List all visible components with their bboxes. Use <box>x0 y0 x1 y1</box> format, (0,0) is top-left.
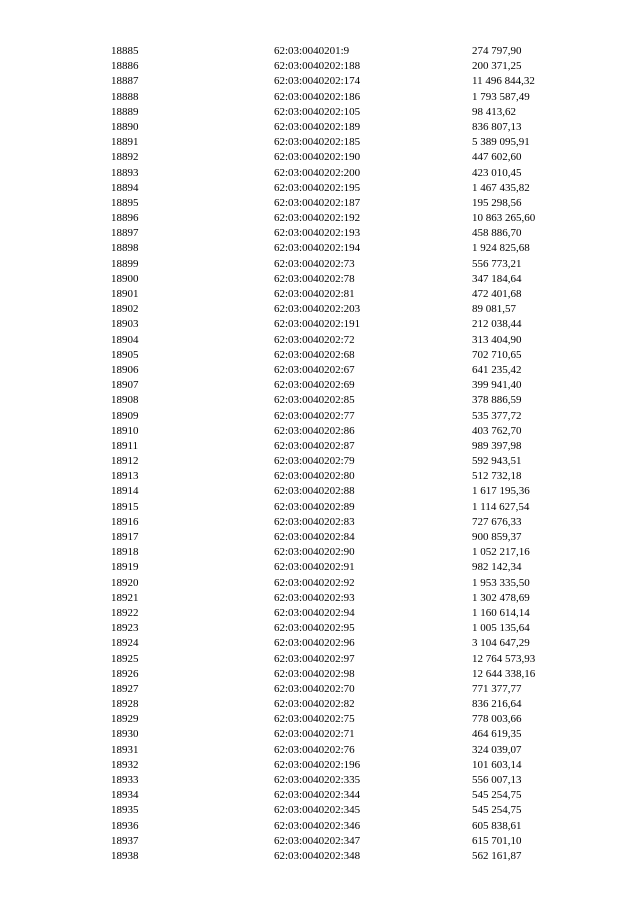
row-number-cell: 18936 <box>111 819 139 832</box>
row-number-cell: 18934 <box>111 789 139 802</box>
cadastral-number-cell: 62:03:0040202:70 <box>274 682 355 695</box>
value-cell: 1 052 217,16 <box>472 546 530 559</box>
value-cell: 1 953 335,50 <box>472 576 530 589</box>
cadastral-number-cell: 62:03:0040202:97 <box>274 652 355 665</box>
cadastral-number-cell: 62:03:0040202:92 <box>274 576 355 589</box>
row-number-cell: 18917 <box>111 531 139 543</box>
cadastral-number-cell: 62:03:0040202:95 <box>274 622 355 635</box>
table-row <box>111 515 581 530</box>
table-row <box>111 819 581 834</box>
table-row <box>111 257 581 272</box>
value-cell: 1 302 478,69 <box>472 591 530 604</box>
value-cell: 403 762,70 <box>472 424 522 437</box>
value-cell: 989 397,98 <box>472 439 522 452</box>
value-cell: 472 401,68 <box>472 288 522 300</box>
cadastral-number-cell: 62:03:0040202:345 <box>274 804 361 817</box>
table-row <box>111 302 581 317</box>
value-cell: 836 216,64 <box>472 698 522 711</box>
table-row <box>111 743 581 758</box>
cadastral-number-cell: 62:03:0040201:9 <box>274 45 350 57</box>
row-number-cell: 18935 <box>111 804 139 817</box>
cadastral-number-cell: 62:03:0040202:194 <box>274 242 361 255</box>
cadastral-number-cell: 62:03:0040202:76 <box>274 743 355 756</box>
row-number-cell: 18897 <box>111 227 139 240</box>
cadastral-number-cell: 62:03:0040202:187 <box>274 196 361 209</box>
cadastral-number-cell: 62:03:0040202:188 <box>274 60 361 73</box>
cadastral-number-cell: 62:03:0040202:79 <box>274 455 355 468</box>
row-number-cell: 18938 <box>111 849 139 862</box>
row-number-cell: 18903 <box>111 318 139 331</box>
table-row <box>111 393 581 408</box>
cadastral-number-cell: 62:03:0040202:82 <box>274 698 355 711</box>
cadastral-number-cell: 62:03:0040202:193 <box>274 227 361 240</box>
table-row <box>111 272 581 287</box>
value-cell: 605 838,61 <box>472 819 522 832</box>
row-number-cell: 18916 <box>111 515 139 528</box>
row-number-cell: 18929 <box>111 713 139 726</box>
value-cell: 1 160 614,14 <box>472 606 530 619</box>
table-row <box>111 241 581 256</box>
table-row <box>111 90 581 105</box>
value-cell: 535 377,72 <box>472 409 522 422</box>
cadastral-number-cell: 62:03:0040202:348 <box>274 849 361 862</box>
cadastral-number-cell: 62:03:0040202:72 <box>274 333 355 346</box>
cadastral-number-cell: 62:03:0040202:71 <box>274 728 355 741</box>
cadastral-number-cell: 62:03:0040202:195 <box>274 181 361 194</box>
table-row <box>111 484 581 499</box>
cadastral-number-cell: 62:03:0040202:89 <box>274 500 355 513</box>
table-row <box>111 469 581 484</box>
table-row <box>111 363 581 378</box>
cadastral-number-cell: 62:03:0040202:191 <box>274 318 361 331</box>
cadastral-number-cell: 62:03:0040202:75 <box>274 713 355 726</box>
row-number-cell: 18922 <box>111 606 139 619</box>
table-row <box>111 378 581 393</box>
row-number-cell: 18895 <box>111 196 139 209</box>
cadastral-number-cell: 62:03:0040202:335 <box>274 774 361 786</box>
row-number-cell: 18933 <box>111 774 139 786</box>
value-cell: 727 676,33 <box>472 515 522 528</box>
cadastral-number-cell: 62:03:0040202:98 <box>274 667 355 680</box>
cadastral-number-cell: 62:03:0040202:84 <box>274 531 355 543</box>
table-row <box>111 317 581 332</box>
cadastral-number-cell: 62:03:0040202:86 <box>274 424 355 437</box>
cadastral-number-cell: 62:03:0040202:344 <box>274 789 361 802</box>
value-cell: 615 701,10 <box>472 834 522 847</box>
row-number-cell: 18891 <box>111 136 139 149</box>
cadastral-number-cell: 62:03:0040202:185 <box>274 136 361 149</box>
cadastral-number-cell: 62:03:0040202:67 <box>274 363 355 376</box>
table-row <box>111 211 581 226</box>
table-row <box>111 287 581 302</box>
row-number-cell: 18915 <box>111 500 139 513</box>
cadastral-number-cell: 62:03:0040202:69 <box>274 379 355 392</box>
table-row <box>111 576 581 591</box>
value-cell: 98 413,62 <box>472 105 516 118</box>
value-cell: 101 603,14 <box>472 758 522 771</box>
value-cell: 212 038,44 <box>472 318 522 331</box>
value-cell: 200 371,25 <box>472 60 522 73</box>
table-row <box>111 606 581 621</box>
row-number-cell: 18909 <box>111 409 139 422</box>
row-number-cell: 18901 <box>111 288 139 300</box>
data-table <box>111 44 581 864</box>
row-number-cell: 18911 <box>111 439 139 452</box>
cadastral-number-cell: 62:03:0040202:96 <box>274 637 355 650</box>
row-number-cell: 18887 <box>111 75 139 88</box>
row-number-cell: 18900 <box>111 272 139 285</box>
row-number-cell: 18924 <box>111 637 139 650</box>
table-row <box>111 591 581 606</box>
table-row <box>111 834 581 849</box>
value-cell: 982 142,34 <box>472 561 522 574</box>
row-number-cell: 18896 <box>111 212 139 225</box>
value-cell: 89 081,57 <box>472 303 516 316</box>
row-number-cell: 18894 <box>111 181 139 194</box>
cadastral-number-cell: 62:03:0040202:83 <box>274 515 355 528</box>
cadastral-number-cell: 62:03:0040202:78 <box>274 272 355 285</box>
value-cell: 702 710,65 <box>472 348 522 361</box>
cadastral-number-cell: 62:03:0040202:174 <box>274 75 361 88</box>
row-number-cell: 18906 <box>111 363 139 376</box>
row-number-cell: 18888 <box>111 90 139 103</box>
cadastral-number-cell: 62:03:0040202:196 <box>274 758 361 771</box>
table-row <box>111 636 581 651</box>
table-row <box>111 682 581 697</box>
row-number-cell: 18905 <box>111 348 139 361</box>
value-cell: 545 254,75 <box>472 789 522 802</box>
cadastral-number-cell: 62:03:0040202:186 <box>274 90 361 103</box>
row-number-cell: 18921 <box>111 591 139 604</box>
value-cell: 1 114 627,54 <box>472 500 530 513</box>
row-number-cell: 18908 <box>111 394 139 407</box>
row-number-cell: 18912 <box>111 455 139 468</box>
cadastral-number-cell: 62:03:0040202:190 <box>274 151 361 164</box>
cadastral-number-cell: 62:03:0040202:68 <box>274 348 355 361</box>
table-row <box>111 439 581 454</box>
table-row <box>111 849 581 864</box>
table-row <box>111 135 581 150</box>
table-row <box>111 560 581 575</box>
cadastral-number-cell: 62:03:0040202:346 <box>274 819 361 832</box>
table-row <box>111 621 581 636</box>
value-cell: 1 467 435,82 <box>472 181 530 194</box>
value-cell: 313 404,90 <box>472 333 522 346</box>
table-row <box>111 454 581 469</box>
row-number-cell: 18885 <box>111 45 139 57</box>
table-row <box>111 196 581 211</box>
value-cell: 1 793 587,49 <box>472 90 530 103</box>
value-cell: 11 496 844,32 <box>472 75 535 88</box>
table-row <box>111 59 581 74</box>
value-cell: 3 104 647,29 <box>472 637 530 650</box>
table-row <box>111 409 581 424</box>
row-number-cell: 18937 <box>111 834 139 847</box>
row-number-cell: 18913 <box>111 470 139 483</box>
table-row <box>111 788 581 803</box>
row-number-cell: 18918 <box>111 546 139 559</box>
table-row <box>111 500 581 515</box>
value-cell: 12 644 338,16 <box>472 667 536 680</box>
row-number-cell: 18931 <box>111 743 139 756</box>
row-number-cell: 18892 <box>111 151 139 164</box>
value-cell: 641 235,42 <box>472 363 522 376</box>
table-row <box>111 803 581 818</box>
value-cell: 324 039,07 <box>472 743 522 756</box>
cadastral-number-cell: 62:03:0040202:105 <box>274 105 361 118</box>
value-cell: 399 941,40 <box>472 379 522 392</box>
table-row <box>111 166 581 181</box>
row-number-cell: 18920 <box>111 576 139 589</box>
cadastral-number-cell: 62:03:0040202:90 <box>274 546 355 559</box>
value-cell: 771 377,77 <box>472 682 522 695</box>
value-cell: 195 298,56 <box>472 196 522 209</box>
cadastral-number-cell: 62:03:0040202:73 <box>274 257 355 270</box>
cadastral-number-cell: 62:03:0040202:91 <box>274 561 355 574</box>
row-number-cell: 18886 <box>111 60 139 73</box>
cadastral-number-cell: 62:03:0040202:77 <box>274 409 355 422</box>
table-row <box>111 44 581 59</box>
table-row <box>111 712 581 727</box>
value-cell: 10 863 265,60 <box>472 212 536 225</box>
row-number-cell: 18904 <box>111 333 139 346</box>
cadastral-number-cell: 62:03:0040202:94 <box>274 606 355 619</box>
value-cell: 556 773,21 <box>472 257 522 270</box>
table-row <box>111 105 581 120</box>
value-cell: 447 602,60 <box>472 151 522 164</box>
table-row <box>111 74 581 89</box>
table-row <box>111 758 581 773</box>
value-cell: 900 859,37 <box>472 531 522 543</box>
value-cell: 592 943,51 <box>472 455 522 468</box>
cadastral-number-cell: 62:03:0040202:192 <box>274 212 361 225</box>
cadastral-number-cell: 62:03:0040202:203 <box>274 303 361 316</box>
row-number-cell: 18902 <box>111 303 139 316</box>
row-number-cell: 18889 <box>111 105 139 118</box>
table-row <box>111 424 581 439</box>
value-cell: 1 617 195,36 <box>472 485 530 498</box>
cadastral-number-cell: 62:03:0040202:189 <box>274 120 361 133</box>
value-cell: 836 807,13 <box>472 120 522 133</box>
row-number-cell: 18899 <box>111 257 139 270</box>
row-number-cell: 18925 <box>111 652 139 665</box>
row-number-cell: 18927 <box>111 682 139 695</box>
row-number-cell: 18914 <box>111 485 139 498</box>
cadastral-number-cell: 62:03:0040202:87 <box>274 439 355 452</box>
table-row <box>111 727 581 742</box>
row-number-cell: 18893 <box>111 166 139 179</box>
table-row <box>111 226 581 241</box>
table-row <box>111 530 581 545</box>
value-cell: 1 924 825,68 <box>472 242 530 255</box>
table-row <box>111 652 581 667</box>
cadastral-number-cell: 62:03:0040202:85 <box>274 394 355 407</box>
row-number-cell: 18930 <box>111 728 139 741</box>
table-row <box>111 697 581 712</box>
value-cell: 1 005 135,64 <box>472 622 530 635</box>
value-cell: 545 254,75 <box>472 804 522 817</box>
table-row <box>111 150 581 165</box>
value-cell: 5 389 095,91 <box>472 136 530 149</box>
table-row <box>111 333 581 348</box>
row-number-cell: 18910 <box>111 424 139 437</box>
row-number-cell: 18923 <box>111 622 139 635</box>
value-cell: 347 184,64 <box>472 272 522 285</box>
table-row <box>111 773 581 788</box>
table-row <box>111 667 581 682</box>
value-cell: 562 161,87 <box>472 849 522 862</box>
row-number-cell: 18919 <box>111 561 139 574</box>
cadastral-number-cell: 62:03:0040202:80 <box>274 470 355 483</box>
value-cell: 512 732,18 <box>472 470 522 483</box>
table-row <box>111 120 581 135</box>
value-cell: 423 010,45 <box>472 166 522 179</box>
row-number-cell: 18907 <box>111 379 139 392</box>
table-row <box>111 545 581 560</box>
row-number-cell: 18890 <box>111 120 139 133</box>
value-cell: 778 003,66 <box>472 713 522 726</box>
cadastral-number-cell: 62:03:0040202:81 <box>274 288 355 300</box>
row-number-cell: 18926 <box>111 667 139 680</box>
row-number-cell: 18928 <box>111 698 139 711</box>
table-row <box>111 181 581 196</box>
cadastral-number-cell: 62:03:0040202:200 <box>274 166 361 179</box>
row-number-cell: 18932 <box>111 758 139 771</box>
value-cell: 464 619,35 <box>472 728 522 741</box>
value-cell: 274 797,90 <box>472 45 522 57</box>
cadastral-number-cell: 62:03:0040202:347 <box>274 834 361 847</box>
table-row <box>111 348 581 363</box>
value-cell: 458 886,70 <box>472 227 522 240</box>
cadastral-number-cell: 62:03:0040202:93 <box>274 591 355 604</box>
cadastral-number-cell: 62:03:0040202:88 <box>274 485 355 498</box>
value-cell: 556 007,13 <box>472 774 522 786</box>
value-cell: 12 764 573,93 <box>472 652 536 665</box>
row-number-cell: 18898 <box>111 242 139 255</box>
value-cell: 378 886,59 <box>472 394 522 407</box>
